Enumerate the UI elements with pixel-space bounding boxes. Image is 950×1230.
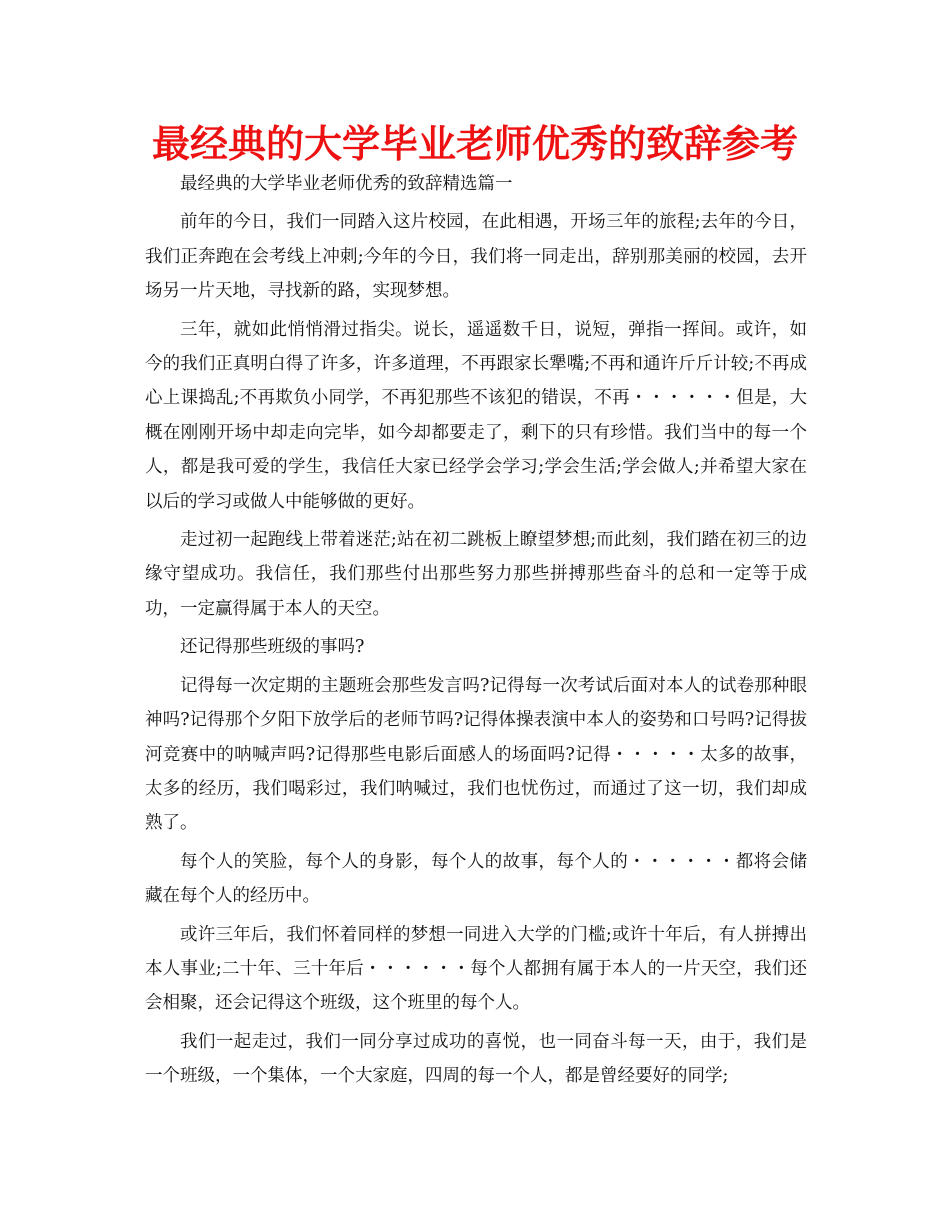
paragraph: 或许三年后，我们怀着同样的梦想一同进入大学的门槛;或许十年后，有人拼搏出本人事业;二十年、三十年后・・・・・・每个人都拥有属于本人的一片天空，我们还会相聚，还会记得这个班级，这个班里的每个人。 xyxy=(145,924,807,1014)
paragraph: 我们一起走过，我们一同分享过成功的喜悦，也一同奋斗每一天，由于，我们是一个班级，一个集体，一个大家庭，四周的每一个人，都是曾经要好的同学; xyxy=(145,1031,807,1087)
paragraph: 三年，就如此悄悄滑过指尖。说长，遥遥数千日，说短，弹指一挥间。或许，如今的我们正真明白得了许多，许多道理，不再跟家长犟嘴;不再和通许斤斤计较;不再成心上课捣乱;不再欺负小同学，不再犯那些不该犯的错误，不再・・・・・・但是，大概在刚刚开场中却走向完毕，如今却都要走了，剩下的只有珍惜。我们当中的每一个人，都是我可爱的学生，我信任大家已经学会学习;学会生活;学会做人;并希望大家在以后的学习或做人中能够做的更好。 xyxy=(145,319,807,512)
document-title: 最经典的大学毕业老师优秀的致辞参考 xyxy=(151,122,798,166)
paragraph: 还记得那些班级的事吗? xyxy=(180,637,365,658)
paragraph: 每个人的笑脸，每个人的身影，每个人的故事，每个人的・・・・・・都将会储藏在每个人的经历中。 xyxy=(145,851,807,907)
document-body xyxy=(145,167,807,1098)
paragraph: 前年的今日，我们一同踏入这片校园，在此相遇，开场三年的旅程;去年的今日，我们正奔跑在会考线上冲刺;今年的今日，我们将一同走出，辞别那美丽的校园，去开场另一片天地，寻找新的路，实现梦想。 xyxy=(145,212,807,302)
paragraph: 记得每一次定期的主题班会那些发言吗?记得每一次考试后面对本人的试卷那种眼神吗?记得那个夕阳下放学后的老师节吗?记得体操表演中本人的姿势和口号吗?记得拔河竞赛中的呐喊声吗?记得那些电影后面感人的场面吗?记得・・・・・太多的故事，太多的经历，我们喝彩过，我们呐喊过，我们也忧伤过，而通过了这一切，我们却成熟了。 xyxy=(145,675,807,834)
paragraph: 走过初一起跑线上带着迷茫;站在初二跳板上瞭望梦想;而此刻，我们踏在初三的边缘守望成功。我信任，我们那些付出那些努力那些拼搏那些奋斗的总和一定等于成功，一定赢得属于本人的天空。 xyxy=(145,530,807,619)
paragraph-subtitle: 最经典的大学毕业老师优秀的致辞精选篇一 xyxy=(180,174,513,194)
